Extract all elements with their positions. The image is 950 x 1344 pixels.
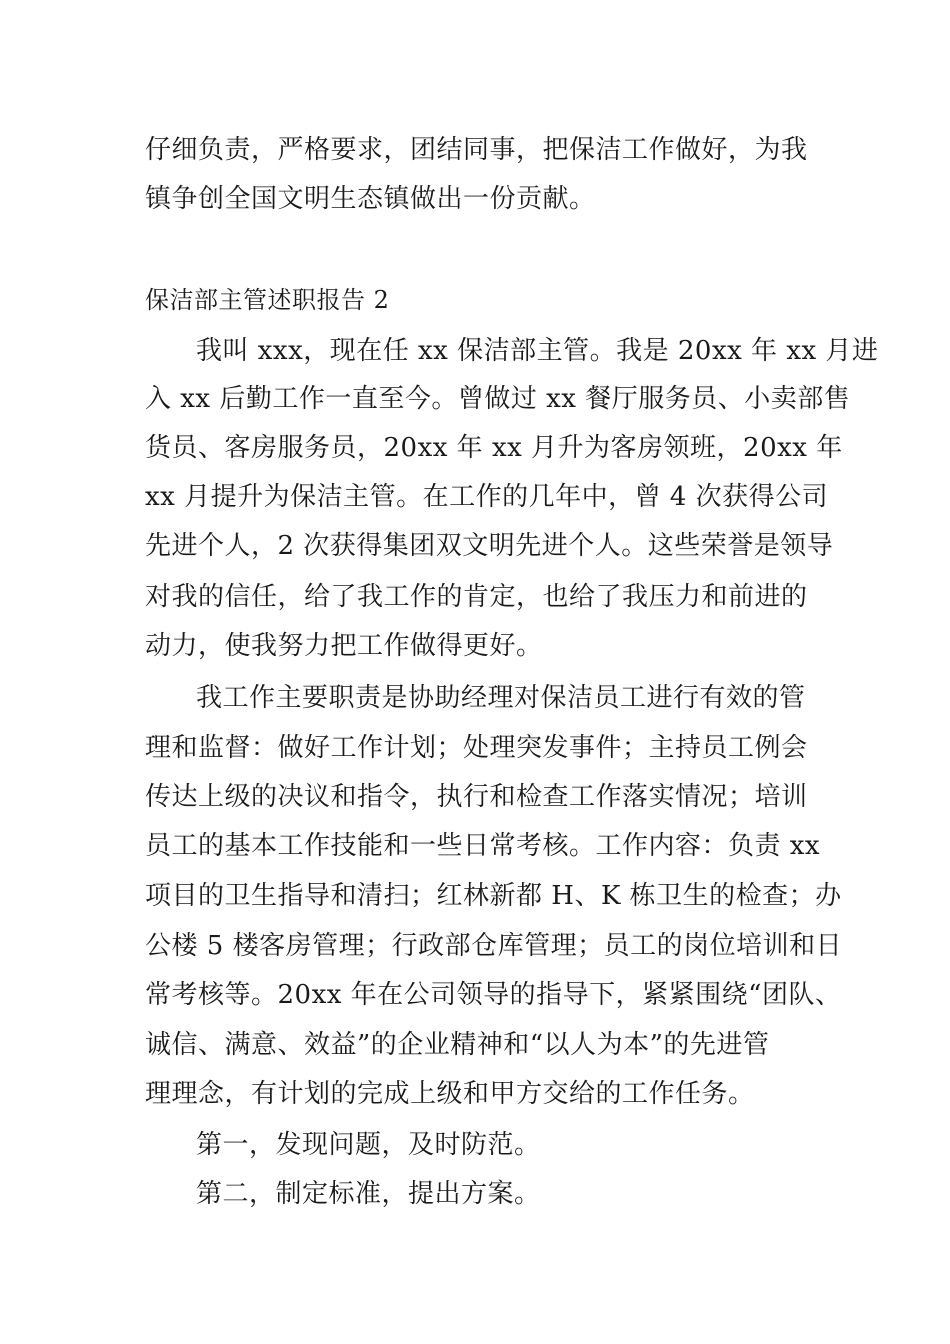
- paragraph2-line-8: 诚信、满意、效益”的企业精神和“以人为本”的先进管: [145, 1030, 770, 1060]
- section-title: 保洁部主管述职报告 2: [145, 286, 390, 314]
- paragraph2-line-9: 理理念，有计划的完成上级和甲方交给的工作任务。: [145, 1079, 755, 1109]
- paragraph2-line-3: 传达上级的决议和指令，执行和检查工作落实情况；培训: [145, 782, 808, 812]
- paragraph1-line-1: 我叫 xxx，现在任 xx 保洁部主管。我是 20xx 年 xx 月进: [196, 336, 879, 366]
- paragraph1-line-6: 对我的信任，给了我工作的肯定，也给了我压力和前进的: [145, 582, 808, 612]
- paragraph1-line-5: 先进个人，2 次获得集团双文明先进个人。这些荣誉是领导: [145, 531, 834, 561]
- paragraph1-line-2: 入 xx 后勤工作一直至今。曾做过 xx 餐厅服务员、小卖部售: [145, 384, 851, 414]
- paragraph1-line-7: 动力，使我努力把工作做得更好。: [145, 631, 543, 661]
- paragraph2-line-2: 理和监督：做好工作计划；处理突发事件；主持员工例会: [145, 733, 808, 763]
- paragraph2-line-4: 员工的基本工作技能和一些日常考核。工作内容：负责 xx: [145, 831, 821, 861]
- intro-line-2: 镇争创全国文明生态镇做出一份贡献。: [145, 184, 596, 214]
- paragraph2-line-7: 常考核等。20xx 年在公司领导的指导下，紧紧围绕“团队、: [145, 980, 842, 1010]
- point-2: 第二，制定标准，提出方案。: [196, 1179, 541, 1209]
- point-1: 第一，发现问题，及时防范。: [196, 1130, 541, 1160]
- paragraph1-line-3: 货员、客房服务员，20xx 年 xx 月升为客房领班，20xx 年: [145, 433, 843, 463]
- paragraph2-line-5: 项目的卫生指导和清扫；红林新都 H、K 栋卫生的检查；办: [145, 881, 842, 911]
- intro-line-1: 仔细负责，严格要求，团结同事，把保洁工作做好，为我: [145, 135, 808, 165]
- paragraph2-line-1: 我工作主要职责是协助经理对保洁员工进行有效的管: [196, 683, 806, 713]
- paragraph2-line-6: 公楼 5 楼客房管理；行政部仓库管理；员工的岗位培训和日: [145, 931, 843, 961]
- paragraph1-line-4: xx 月提升为保洁主管。在工作的几年中，曾 4 次获得公司: [145, 482, 829, 512]
